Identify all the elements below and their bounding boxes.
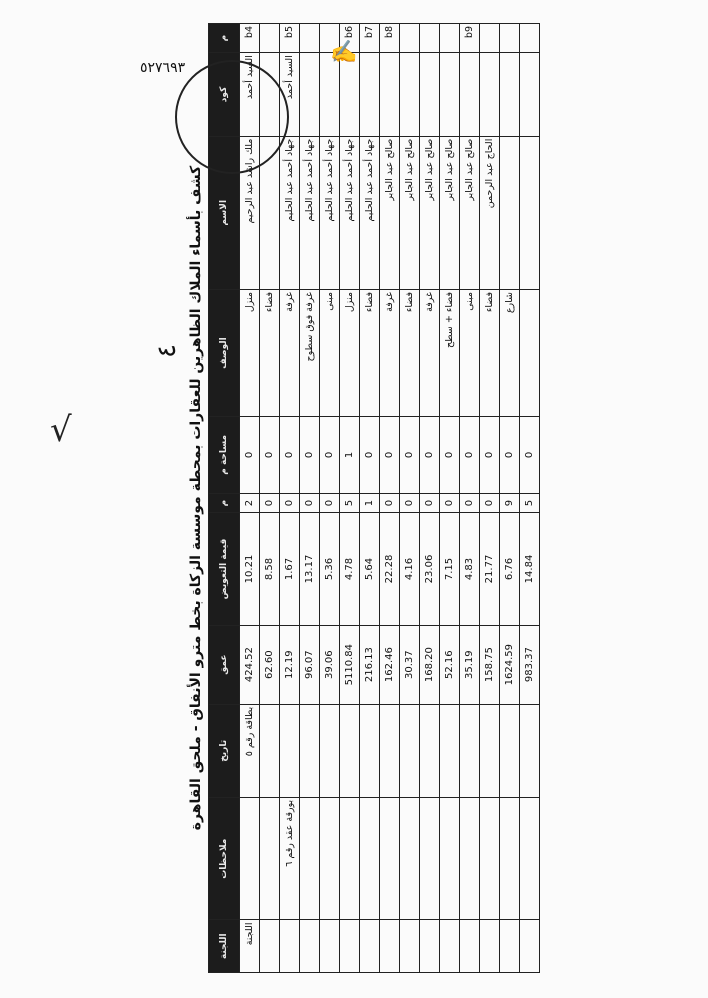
table-cell (260, 24, 280, 53)
table-cell: 0 (480, 493, 500, 513)
table-cell: 5110.84 (340, 625, 360, 704)
table-cell: 0 (260, 493, 280, 513)
table-cell: 7.15 (440, 513, 460, 625)
table-cell (380, 53, 400, 136)
table-cell (500, 136, 520, 289)
table-cell (520, 704, 540, 797)
table-cell (300, 704, 320, 797)
table-row (380, 24, 400, 973)
table-cell (300, 920, 320, 973)
table-cell (340, 797, 360, 920)
table-cell (420, 53, 440, 136)
table-cell: 30.37 (400, 625, 420, 704)
table-cell (340, 53, 360, 136)
table-cell (300, 24, 320, 53)
table-cell (320, 53, 340, 136)
table-cell (520, 920, 540, 973)
table-row (340, 24, 360, 973)
table-cell: غرفة (380, 289, 400, 416)
table-row (300, 24, 320, 973)
table-cell: 5 (340, 493, 360, 513)
table-cell: 2 (240, 493, 260, 513)
table-cell: غرفة (420, 289, 440, 416)
table-cell (500, 53, 520, 136)
table-cell: 0 (260, 417, 280, 493)
table-cell (360, 797, 380, 920)
table-row (280, 24, 300, 973)
table-cell: 39.06 (320, 625, 340, 704)
table-cell (260, 797, 280, 920)
table-cell (440, 704, 460, 797)
table-cell: 8.58 (260, 513, 280, 625)
table-cell: 12.19 (280, 625, 300, 704)
table-cell: 0 (420, 417, 440, 493)
table-row (500, 24, 520, 973)
table-cell: فضاء (480, 289, 500, 416)
table-cell: b4 (240, 24, 260, 53)
table-cell: 0 (400, 417, 420, 493)
table-cell: 216.13 (360, 625, 380, 704)
table-cell: غرفة فوق سطوح (300, 289, 320, 416)
table-cell (480, 24, 500, 53)
table-cell: 4.78 (340, 513, 360, 625)
table-cell: 158.75 (480, 625, 500, 704)
table-cell (400, 797, 420, 920)
table-row (520, 24, 540, 973)
table-cell (380, 797, 400, 920)
table-row (260, 24, 280, 973)
table-cell (460, 53, 480, 136)
table-cell: جهاد أحمد عبد الحليم (320, 136, 340, 289)
table-cell: 35.19 (460, 625, 480, 704)
table-cell (360, 704, 380, 797)
table-number: ٤ (152, 344, 182, 358)
table-cell (460, 797, 480, 920)
table-cell (460, 704, 480, 797)
table-cell: 5.64 (360, 513, 380, 625)
table-cell: اللجنة (240, 920, 260, 973)
table-cell: 1 (340, 417, 360, 493)
column-header: الوصف (209, 289, 240, 416)
table-cell: جهاد أحمد عبد الحليم (360, 136, 380, 289)
table-cell: ملك راشد عبد الرحيم (240, 136, 260, 289)
table-cell (500, 797, 520, 920)
table-cell (420, 24, 440, 53)
table-cell (480, 797, 500, 920)
table-row (440, 24, 460, 973)
table-cell (480, 53, 500, 136)
table-cell (400, 704, 420, 797)
table-cell (260, 704, 280, 797)
table-cell (280, 920, 300, 973)
table-cell: 4.83 (460, 513, 480, 625)
table-cell: غرفة (280, 289, 300, 416)
column-header: مساحة م (209, 417, 240, 493)
stamp-number: ٥٢٧٦٩٣ (140, 60, 186, 76)
table-cell (460, 920, 480, 973)
table-cell (320, 797, 340, 920)
table-cell (360, 920, 380, 973)
table-cell: صالح عبد الجابر (440, 136, 460, 289)
table-cell: 6.76 (500, 513, 520, 625)
table-cell: 0 (420, 493, 440, 513)
table-cell: شارع (500, 289, 520, 416)
table-cell: 0 (380, 493, 400, 513)
table-cell (520, 289, 540, 416)
table-cell (400, 53, 420, 136)
table-cell: 14.84 (520, 513, 540, 625)
table-cell: 62.60 (260, 625, 280, 704)
table-cell: b7 (360, 24, 380, 53)
official-seal (175, 60, 289, 174)
table-cell (300, 797, 320, 920)
table-cell: 0 (360, 417, 380, 493)
table-cell: فضاء (400, 289, 420, 416)
column-header: قيمة التعويض (209, 513, 240, 625)
table-cell: جهاد أحمد عبد الحليم (340, 136, 360, 289)
table-cell (440, 24, 460, 53)
table-cell (420, 704, 440, 797)
table-cell: السيد أحمد (280, 53, 300, 136)
table-cell: 5.36 (320, 513, 340, 625)
table-cell: 0 (460, 493, 480, 513)
table-cell: 0 (300, 417, 320, 493)
rotated-sheet (20, 18, 540, 978)
table-cell: 21.77 (480, 513, 500, 625)
table-cell (240, 797, 260, 920)
table-cell: 0 (480, 417, 500, 493)
table-cell: 22.28 (380, 513, 400, 625)
column-header: عمق (209, 625, 240, 704)
table-cell (480, 920, 500, 973)
table-cell (500, 920, 520, 973)
table-cell: b9 (460, 24, 480, 53)
table-cell (500, 24, 520, 53)
table-cell: 0 (280, 493, 300, 513)
table-cell (360, 53, 380, 136)
table-cell: صالح عبد الجابر (400, 136, 420, 289)
table-cell: صالح عبد الجابر (420, 136, 440, 289)
table-cell: 0 (440, 493, 460, 513)
table-cell: فضاء + سطح (440, 289, 460, 416)
table-cell: 5 (520, 493, 540, 513)
table-cell: 162.46 (380, 625, 400, 704)
table-cell (420, 797, 440, 920)
table-cell: 52.16 (440, 625, 460, 704)
table-cell (320, 704, 340, 797)
column-header: م (209, 493, 240, 513)
table-row (320, 24, 340, 973)
table-cell: السيد أحمد (240, 53, 260, 136)
table-cell: 0 (320, 493, 340, 513)
table-cell: 983.37 (520, 625, 540, 704)
table-row (460, 24, 480, 973)
table-cell: 0 (400, 493, 420, 513)
table-cell: جهاد أحمد عبد الحليم (280, 136, 300, 289)
table-cell (380, 704, 400, 797)
column-header: ملاحظات (209, 797, 240, 920)
table-cell: 0 (520, 417, 540, 493)
table-cell: منزل (240, 289, 260, 416)
table-cell: 23.06 (420, 513, 440, 625)
table-cell: مبنى (320, 289, 340, 416)
table-cell: 0 (320, 417, 340, 493)
table-cell: بطاقة رقم ٥ (240, 704, 260, 797)
table-cell: فضاء (260, 289, 280, 416)
table-cell (260, 920, 280, 973)
table-cell (440, 53, 460, 136)
table-cell: 0 (380, 417, 400, 493)
table-cell: 1 (360, 493, 380, 513)
table-cell (500, 704, 520, 797)
table-cell: 168.20 (420, 625, 440, 704)
table-cell (440, 797, 460, 920)
table-cell: 1.67 (280, 513, 300, 625)
table-cell: بورقة عقد رقم ٦ (280, 797, 300, 920)
table-cell: 1624.59 (500, 625, 520, 704)
table-cell: b5 (280, 24, 300, 53)
table-cell: b6 (340, 24, 360, 53)
table-cell: 4.16 (400, 513, 420, 625)
table-cell: جهاد أحمد عبد الحليم (300, 136, 320, 289)
table-cell: 0 (440, 417, 460, 493)
table-cell: صالح عبد الجابر (380, 136, 400, 289)
table-cell: 10.21 (240, 513, 260, 625)
table-cell (380, 920, 400, 973)
table-cell (440, 920, 460, 973)
table-cell (420, 920, 440, 973)
table-cell: 0 (280, 417, 300, 493)
table-row (420, 24, 440, 973)
table-cell: منزل (340, 289, 360, 416)
table-cell (340, 920, 360, 973)
table-cell (400, 920, 420, 973)
table-cell (520, 24, 540, 53)
table-cell: مبنى (460, 289, 480, 416)
margin-mark: √ (50, 410, 72, 450)
table-row (360, 24, 380, 973)
table-cell (320, 920, 340, 973)
column-header: اللجنة (209, 920, 240, 973)
column-header: كود (209, 53, 240, 136)
signature: ✍ (330, 40, 358, 65)
table-cell: b8 (380, 24, 400, 53)
column-header: م (209, 24, 240, 53)
table-cell: 0 (460, 417, 480, 493)
column-header: تاريخ (209, 704, 240, 797)
table-cell: 0 (300, 493, 320, 513)
table-cell (480, 704, 500, 797)
table-cell (520, 797, 540, 920)
table-cell: 424.52 (240, 625, 260, 704)
table-cell: 9 (500, 493, 520, 513)
table-cell: 0 (240, 417, 260, 493)
table-row (480, 24, 500, 973)
table-cell: 13.17 (300, 513, 320, 625)
table-cell (520, 53, 540, 136)
column-header: الاسم (209, 136, 240, 289)
table-cell: الحاج عبد الرحمن (480, 136, 500, 289)
table-cell: 0 (500, 417, 520, 493)
table-cell (520, 136, 540, 289)
table-cell (340, 704, 360, 797)
table-row (400, 24, 420, 973)
table-cell: فضاء (360, 289, 380, 416)
table-cell (400, 24, 420, 53)
table-cell: 96.07 (300, 625, 320, 704)
table-cell (300, 53, 320, 136)
table-cell: صالح عبد الجابر (460, 136, 480, 289)
document-title: كشف بأسماء الملاك الظاهرين للعقارات بمحطة موسسة الزكاة بخط مترو الأنفاق - ملحق القاهرة (188, 165, 204, 831)
table-cell (280, 704, 300, 797)
